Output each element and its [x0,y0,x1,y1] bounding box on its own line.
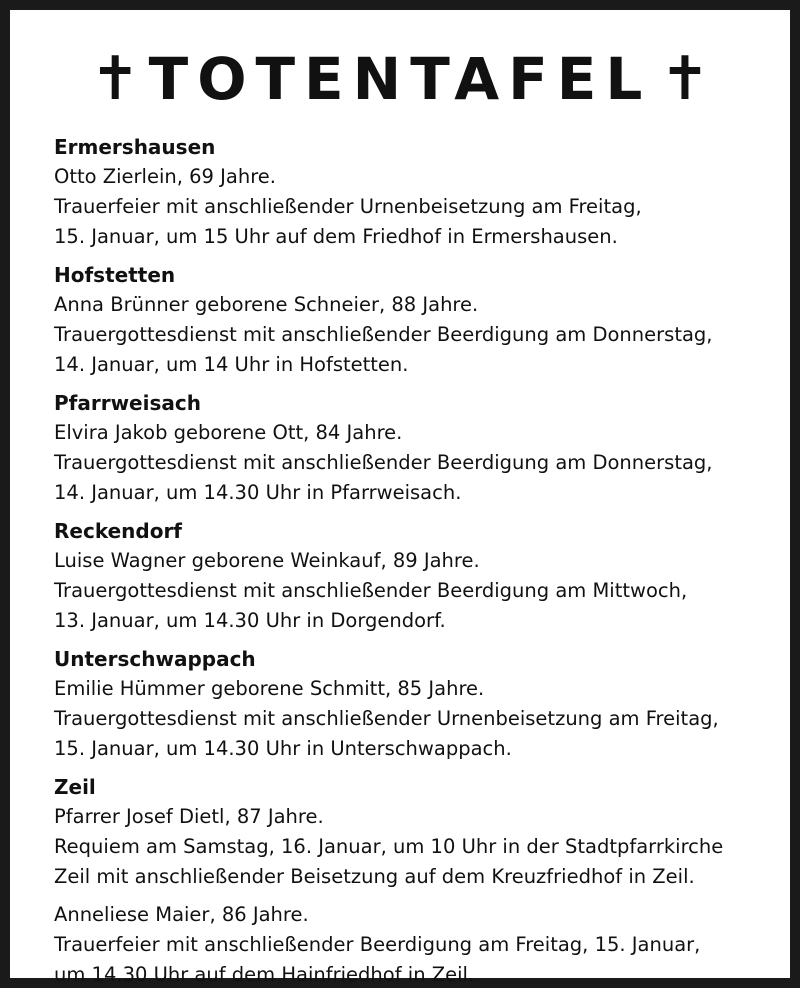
deceased-name-line: Anneliese Maier, 86 Jahre. [54,903,309,926]
place-heading: Ermershausen [54,135,216,159]
obituary-list [54,132,766,998]
service-detail-line: 14. Januar, um 14 Uhr in Hofstetten. [54,353,409,376]
obituary-section [54,388,766,508]
service-detail-line: Trauerfeier mit anschließender Urnenbeisetzung am Freitag, [54,195,642,218]
deceased-name-line: Anna Brünner geborene Schneier, 88 Jahre. [54,293,479,316]
place-heading: Hofstetten [54,263,176,287]
place-heading: Zeil [54,775,96,799]
service-detail-line: Trauergottesdienst mit anschließender Beerdigung am Donnerstag, [54,323,713,346]
obituary-entry [54,418,766,508]
obituary-entry [54,290,766,380]
obituary-entry [54,802,766,892]
service-detail-line: 15. Januar, um 15 Uhr auf dem Friedhof in Ermershausen. [54,225,618,248]
page-title: TOTENTAFEL [148,45,652,113]
deceased-name-line: Pfarrer Josef Dietl, 87 Jahre. [54,805,324,828]
service-detail-line: Trauergottesdienst mit anschließender Beerdigung am Donnerstag, [54,451,713,474]
place-heading: Pfarrweisach [54,391,201,415]
service-detail-line: Trauerfeier mit anschließender Beerdigung am Freitag, 15. Januar, [54,933,701,956]
deceased-name-line: Luise Wagner geborene Weinkauf, 89 Jahre. [54,549,480,572]
header [20,46,780,116]
obituary-section [54,644,766,764]
place-heading: Reckendorf [54,519,183,543]
deceased-name-line: Emilie Hümmer geborene Schmitt, 85 Jahre. [54,677,485,700]
service-detail-line: Zeil mit anschließender Beisetzung auf dem Kreuzfriedhof in Zeil. [54,865,695,888]
service-detail-line: 14. Januar, um 14.30 Uhr in Pfarrweisach. [54,481,462,504]
service-detail-line: 15. Januar, um 14.30 Uhr in Unterschwappach. [54,737,512,760]
deceased-name-line: Otto Zierlein, 69 Jahre. [54,165,277,188]
latin-cross-icon: ✝ [659,44,710,114]
obituary-section [54,516,766,636]
service-detail-line: Trauergottesdienst mit anschließender Urnenbeisetzung am Freitag, [54,707,719,730]
place-heading: Unterschwappach [54,647,256,671]
obituary-entry [54,546,766,636]
obituary-entry [54,900,766,990]
service-detail-line: um 14.30 Uhr auf dem Hainfriedhof in Zeil. [54,963,475,986]
obituary-section [54,260,766,380]
obituary-section [54,132,766,252]
obituary-section [54,772,766,990]
obituary-entry [54,162,766,252]
obituary-entry [54,674,766,764]
service-detail-line: Requiem am Samstag, 16. Januar, um 10 Uhr in der Stadtpfarrkirche [54,835,724,858]
deceased-name-line: Elvira Jakob geborene Ott, 84 Jahre. [54,421,403,444]
service-detail-line: 13. Januar, um 14.30 Uhr in Dorgendorf. [54,609,446,632]
latin-cross-icon: ✝ [90,44,141,114]
service-detail-line: Trauergottesdienst mit anschließender Beerdigung am Mittwoch, [54,579,688,602]
